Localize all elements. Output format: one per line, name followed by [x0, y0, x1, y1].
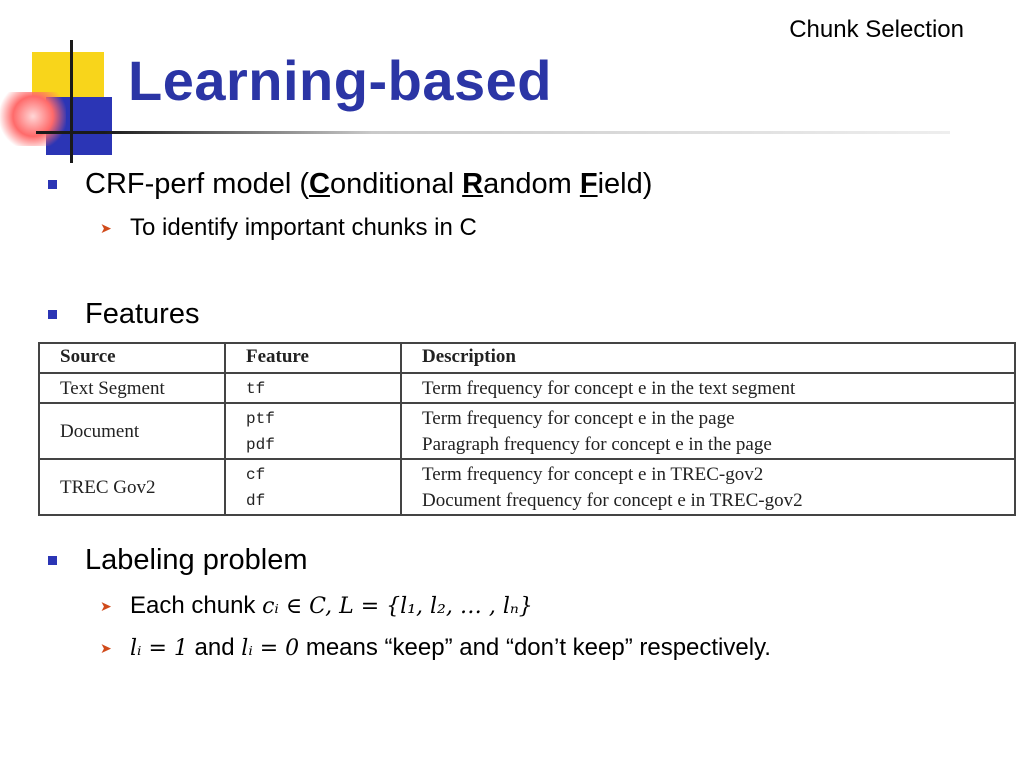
bullet-text: Labeling problem: [85, 544, 308, 576]
source-cell: Text Segment: [39, 373, 225, 403]
bullet-text: CRF-perf model (Conditional Random Field): [85, 168, 653, 200]
bullet-square-icon: [48, 556, 57, 565]
bullet-square-icon: [48, 310, 57, 319]
features-table: [38, 342, 1016, 516]
sub-bullet-text: lᵢ = 1 and lᵢ = 0 means “keep” and “don’t keep” respectively.: [130, 634, 771, 661]
arrow-bullet-icon: ➤: [100, 639, 112, 656]
logo-red-glow: [0, 92, 66, 146]
section-label: Chunk Selection: [789, 16, 964, 43]
table-header-row: [39, 343, 1015, 373]
header-source: Source: [39, 343, 225, 373]
sub-bullet-text: To identify important chunks in C: [130, 214, 477, 241]
sub-bullet-identify: [100, 214, 477, 242]
bullet-crf-model: [48, 168, 652, 201]
feature-cell: tf: [225, 373, 401, 403]
bullet-features: [48, 298, 199, 331]
bullet-labeling-problem: [48, 544, 307, 577]
source-cell: TREC Gov2: [39, 459, 225, 515]
bullet-square-icon: [48, 180, 57, 189]
description-cell: Term frequency for concept e in the page Paragraph frequency for concept e in the page: [401, 403, 1015, 459]
arrow-bullet-icon: ➤: [100, 219, 112, 236]
slide-title: Learning-based: [128, 49, 552, 112]
title-underline: [60, 131, 950, 134]
feature-cell: cf df: [225, 459, 401, 515]
arrow-bullet-icon: ➤: [100, 597, 112, 614]
header-feature: Feature: [225, 343, 401, 373]
sub-bullet-keep-meaning: [100, 634, 771, 662]
sub-bullet-each-chunk: [100, 592, 533, 620]
description-cell: Term frequency for concept e in the text segment: [401, 373, 1015, 403]
source-cell: Document: [39, 403, 225, 459]
bullet-text: Features: [85, 298, 200, 330]
slide-logo: [0, 40, 130, 165]
feature-cell: ptf pdf: [225, 403, 401, 459]
table-row: [39, 459, 1015, 515]
logo-vertical-line: [70, 40, 73, 163]
table-row: [39, 403, 1015, 459]
sub-bullet-text: Each chunk cᵢ ∈ C, L = {l₁, l₂, … , lₙ}: [130, 592, 533, 619]
header-description: Description: [401, 343, 1015, 373]
table-row: [39, 373, 1015, 403]
description-cell: Term frequency for concept e in TREC-gov2 Document frequency for concept e in TREC-gov2: [401, 459, 1015, 515]
